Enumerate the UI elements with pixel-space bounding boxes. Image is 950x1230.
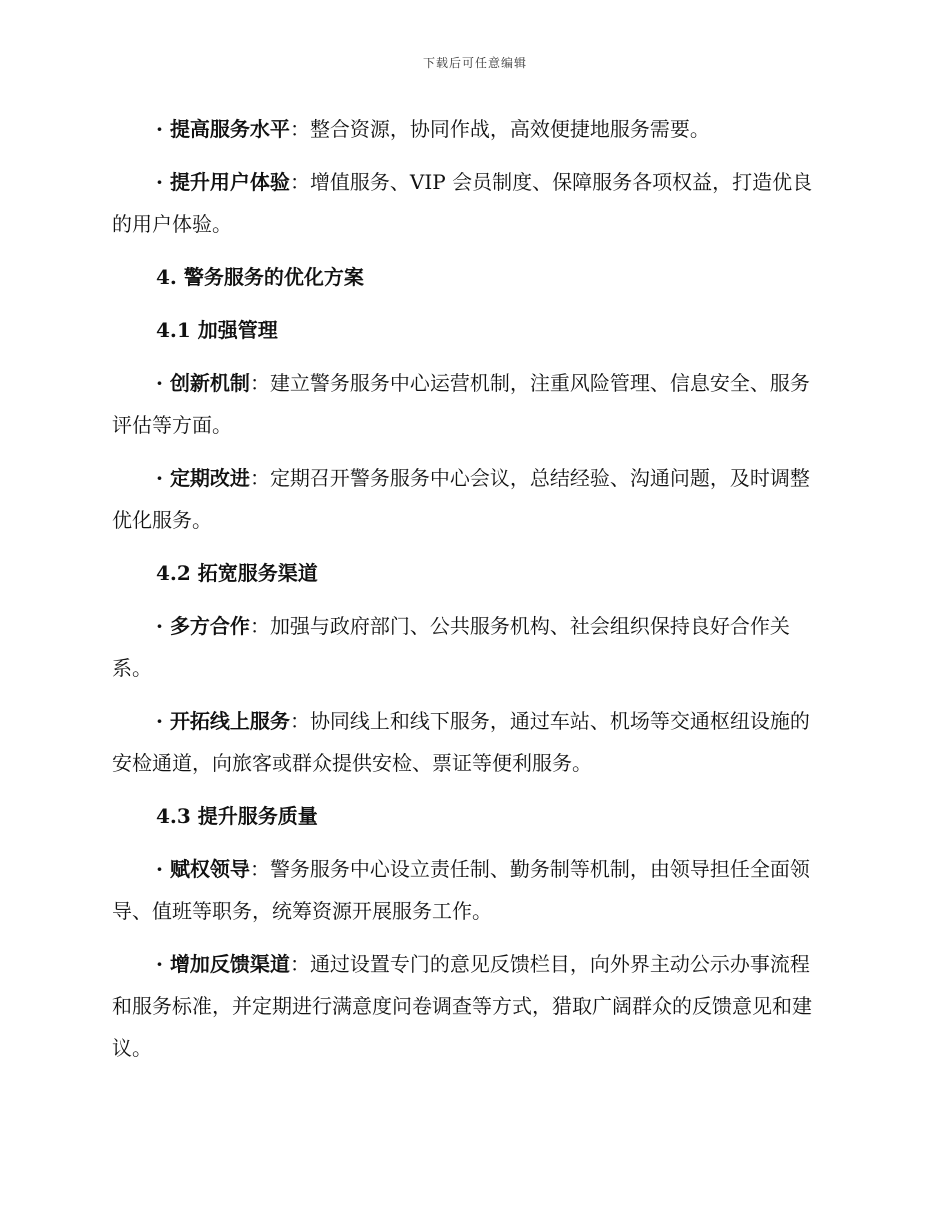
bullet-text: 警务服务中心设立责任制、勤务制等机制，由领导担任全面领导、值班等职务，统筹资源开展服务工作。 [112, 857, 810, 923]
term-text: 多方合作 [169, 614, 250, 638]
term-text: 提高服务水平 [169, 117, 290, 141]
bullet-term [156, 371, 250, 395]
bullet-paragraph [112, 605, 828, 689]
bullet-term [156, 709, 290, 733]
bullet-paragraph [112, 108, 828, 150]
bullet-term [156, 857, 250, 881]
bullet-text: 通过设置专门的意见反馈栏目，向外界主动公示办事流程和服务标准，并定期进行满意度问卷调查等方式，猎取广阔群众的反馈意见和建议。 [112, 952, 812, 1060]
term-separator: ： [289, 170, 310, 194]
term-separator: ： [249, 371, 270, 395]
subsection-heading: 4.2 拓宽服务渠道 [156, 561, 318, 585]
bullet-paragraph [112, 457, 828, 541]
subsection-heading: 4.1 加强管理 [156, 318, 278, 342]
bullet-paragraph [112, 362, 828, 446]
bullet-text: 建立警务服务中心运营机制，注重风险管理、信息安全、服务评估等方面。 [112, 371, 810, 437]
section-heading: 4. 警务服务的优化方案 [156, 265, 364, 289]
bullet-term [156, 117, 290, 141]
bullet-mark: · [156, 117, 163, 141]
term-text: 增加反馈渠道 [169, 952, 290, 976]
bullet-paragraph [112, 700, 828, 784]
term-separator: ： [289, 117, 310, 141]
term-separator: ： [289, 952, 310, 976]
term-text: 开拓线上服务 [169, 709, 290, 733]
bullet-mark: · [156, 170, 163, 194]
bullet-text: 定期召开警务服务中心会议，总结经验、沟通问题，及时调整优化服务。 [112, 466, 810, 532]
term-separator: ： [249, 466, 270, 490]
term-text: 提升用户体验 [169, 170, 290, 194]
bullet-text: 协同线上和线下服务，通过车站、机场等交通枢纽设施的安检通道，向旅客或群众提供安检、票证等便利服务。 [112, 709, 810, 775]
page-header-note: 下载后可任意编辑 [422, 56, 527, 70]
term-separator: ： [289, 709, 310, 733]
bullet-mark: · [156, 614, 163, 638]
term-text: 定期改进 [169, 466, 250, 490]
term-separator: ： [249, 614, 270, 638]
term-separator: ： [249, 857, 270, 881]
bullet-mark: · [156, 466, 163, 490]
bullet-text: 增值服务、VIP 会员制度、保障服务各项权益，打造优良的用户体验。 [112, 170, 813, 236]
bullet-term [156, 952, 290, 976]
bullet-term [156, 170, 290, 194]
bullet-paragraph [112, 161, 828, 245]
bullet-term [156, 466, 250, 490]
subsection-heading: 4.3 提升服务质量 [156, 804, 318, 828]
term-text: 创新机制 [169, 371, 250, 395]
bullet-term [156, 614, 250, 638]
bullet-mark: · [156, 371, 163, 395]
bullet-paragraph [112, 943, 828, 1069]
bullet-mark: · [156, 857, 163, 881]
bullet-mark: · [156, 952, 163, 976]
bullet-text: 整合资源，协同作战，高效便捷地服务需要。 [309, 117, 710, 141]
bullet-mark: · [156, 709, 163, 733]
document-body [112, 108, 828, 1080]
bullet-paragraph [112, 848, 828, 932]
bullet-text: 加强与政府部门、公共服务机构、社会组织保持良好合作关系。 [112, 614, 790, 680]
term-text: 赋权领导 [169, 857, 250, 881]
